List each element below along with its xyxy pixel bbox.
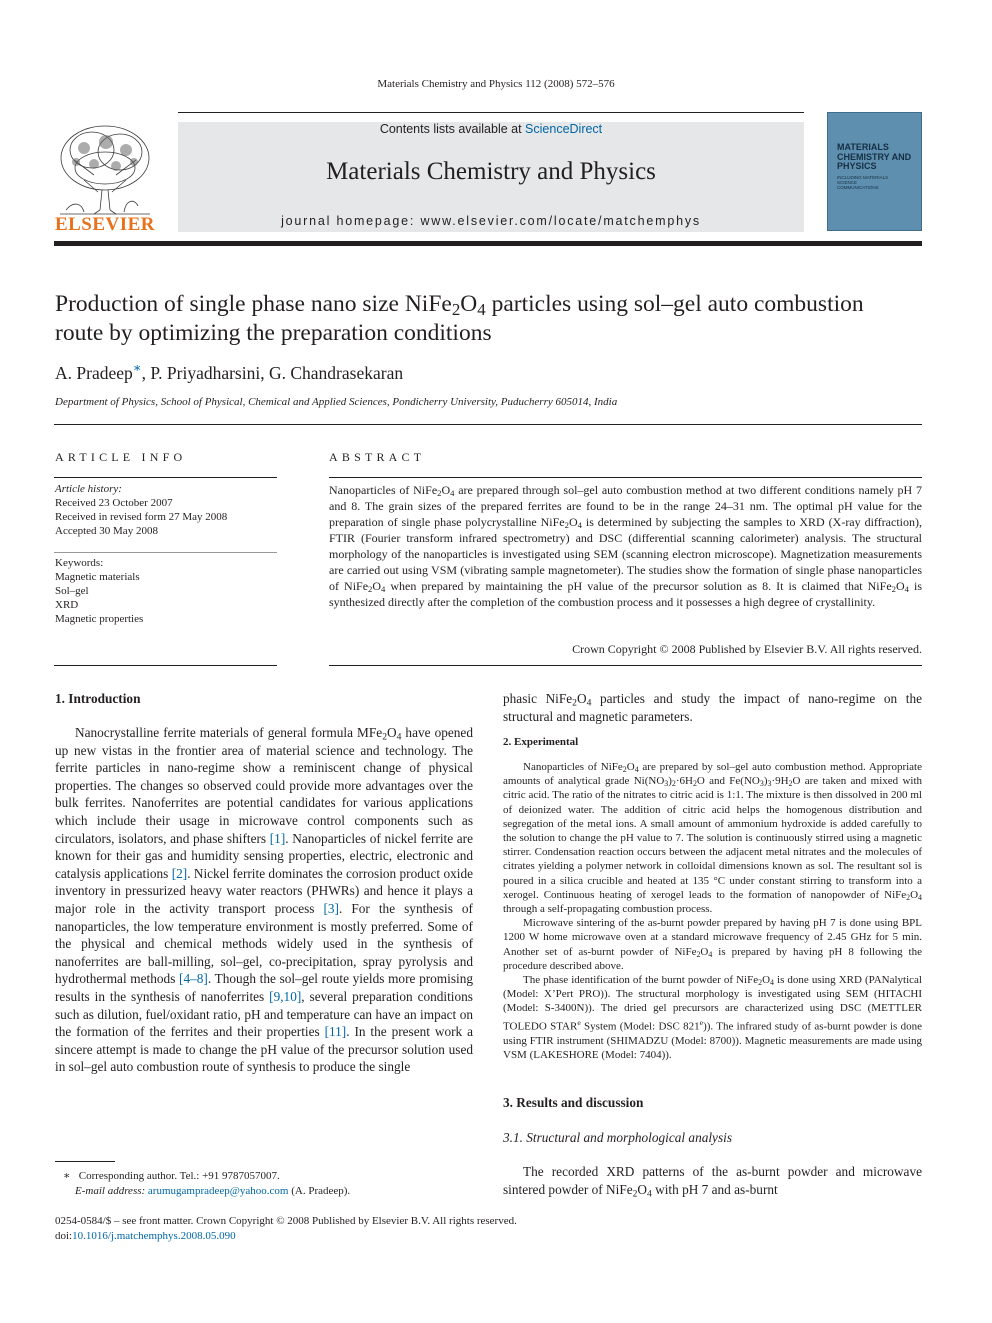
abstract-heading: ABSTRACT [329, 450, 426, 464]
corresponding-author: Corresponding author. Tel.: +91 9787057007. [78, 1170, 280, 1182]
article-info-rule [54, 477, 277, 478]
contents-prefix: Contents lists available at [379, 122, 526, 136]
citation-link[interactable]: [9,10] [269, 988, 302, 1004]
article-info-heading: ARTICLE INFO [55, 450, 187, 464]
experimental-heading: 2. Experimental [503, 736, 579, 748]
sciencedirect-link[interactable]: ScienceDirect [525, 122, 603, 136]
received-date: Received 23 October 2007 [55, 497, 173, 509]
journal-cover [827, 112, 922, 231]
journal-citation: Materials Chemistry and Physics 112 (2008) 572–576 [377, 78, 615, 90]
page-footer [55, 1214, 517, 1243]
doi-label: doi: [55, 1229, 73, 1242]
email-link[interactable]: arumugampradeep@yahoo.com [147, 1184, 289, 1197]
abstract-bottom-rule [329, 665, 922, 666]
title-text-1: Production of single phase nano size NiFe [55, 291, 452, 317]
citation-link[interactable]: [1] [269, 830, 286, 846]
title-sub-1: 2 [451, 300, 461, 320]
cover-subtitle: INCLUDING MATERIALS SCIENCE COMMUNICATIONS [837, 175, 889, 190]
introduction-text: Nanocrystalline ferrite materials of general formula $MFe_2O_4$ have opened up new vistas in the frontier area of material science and technology. The ferrite particles in nano-regime show a reminiscent change of physical properties. The changes so observed could provide more advantages over the bulk ferrites. Nanoferrites are potential candidates for various applications which include their usage in microwave control components such as circulators, isolators, and phase shifters [1]. Nanoparticles of nickel ferrite are known for their gas and humidity sensing properties, electric, electronic and catalysis applications [2]. Nickel ferrite dominates the corrosion product oxide inventory in pressurized heavy water reactors (PHWRs) and hence it plays a major role in the activity transport process [3]. For the synthesis of nanoparticles, the low temperature environment is mostly preferred. Some of the physical and chemical methods widely used in the synthesis of nanoferrites are ball-milling, sol–gel, co-precipitation, spray pyrolysis and hydrothermal methods [4–8]. Though the sol–gel route yields more promising results in the synthesis of nanoferrites [9,10], several preparation conditions such as dilution, fuel/oxidant ratio, pH and temperature can have an impact on the formation of the ferrites and their properties [11]. In the present work a sincere attempt is made to change the pH value of the precursor solution used in sol–gel auto combustion route of synthesis to produce the single [55, 725, 474, 1075]
header-rule [178, 112, 804, 113]
footnote-mark: ∗ [63, 1170, 71, 1182]
abstract-rule [329, 477, 922, 478]
abstract-copyright: Crown Copyright © 2008 Published by Elsevier B.V. All rights reserved. [572, 642, 922, 656]
article-history [55, 482, 277, 538]
journal-homepage[interactable]: journal homepage: www.elsevier.com/locate/matchemphys [281, 214, 701, 228]
email-name: (A. Pradeep). [291, 1184, 351, 1197]
citation-link[interactable]: [2] [171, 865, 188, 881]
results-heading: 3. Results and discussion [503, 1095, 644, 1110]
introduction-continued: phasic $NiFe_2O_4$ particles and study the impact of nano-regime on the structural and magnetic parameters. [503, 691, 922, 724]
affiliation-rule [54, 424, 922, 425]
accepted-date: Accepted 30 May 2008 [55, 525, 158, 537]
experimental-text: Nanoparticles of $NiFe_2O_4$ are prepared by sol–gel auto combustion method. Appropriate amounts of analytical grade $Ni(NO_3)_2\cdot 6H_2O$ and $Fe(NO_3)_3\cdot 9H_2O$ are taken and mixed with citric acid. The ratio of the nitrates to citric acid is 1:1. The mixture is then dissolved in 200 ml of deionized water. The addition of citric acid helps the homogenous distribution and segregation of the metal ions. A small amount of ammonium hydroxide is added carefully to the solution to change the pH value to 7. The solution is continuously stirred using a magnetic stirrer. Condensation reaction occurs between the adjacent metal nitrates and the molecules of citrates yielding a polymer network in colloidal dimensions known as sol. The resultant sol is poured in a silica crucible and heated at 135 °C under constant stirring to transform into a xerogel. Continuous heating of xerogel leads to the formation of nanopowder of $NiFe_2O_4$ through a self-propagating combustion process. Microwave sintering of the as-burnt powder prepared by having pH 7 is done using BPL 1200 W home microwave oven at a standard microwave frequency of 2.45 GHz for 5 min. Another set of as-burnt powder of $NiFe_2O_4$ is prepared by having pH 8 following the procedure described above. The phase identification of the burnt powder of $NiFe_2O_4$ is done using XRD (PANalytical (Model: X’Pert PRO)). The structural morphology is investigated using SEM (HITACHI (Model: S-3400N)). The dried gel precursors are characterized using DSC (METTLER TOLEDO STAR$^e$ System (Model: DSC 821e)). The infrared study of as-burnt powder is done using FTIR instrument (SHIMADZU (Model: 8700)). Magnetic measurements are made using VSM (LAKESHORE (Model: 7404)). [503, 761, 923, 1061]
keyword-item: Sol–gel [55, 585, 89, 597]
title-text-2: O [460, 291, 478, 317]
header-thick-rule [54, 241, 922, 246]
issn-line: 0254-0584/$ – see front matter. Crown Copyright © 2008 Published by Elsevier B.V. All rights reserved. [55, 1215, 517, 1227]
article-title [55, 290, 915, 348]
author-list [55, 360, 404, 384]
history-label: Article history: [55, 483, 122, 495]
title-sub-2: 4 [477, 300, 486, 320]
doi-link[interactable]: 10.1016/j.matchemphys.2008.05.090 [72, 1229, 236, 1242]
keywords-label: Keywords: [55, 557, 104, 569]
results-subheading: 3.1. Structural and morphological analysis [503, 1130, 733, 1145]
footnote [55, 1169, 350, 1198]
email-label: E-mail address: [75, 1184, 146, 1197]
keyword-item: Magnetic materials [55, 571, 140, 583]
other-authors: , P. Priyadharsini, G. Chandrasekaran [141, 363, 404, 383]
affiliation: Department of Physics, School of Physical, Chemical and Applied Sciences, Pondicherry University, Puducherry 605014, India [55, 396, 618, 408]
contents-line [178, 122, 804, 136]
journal-title: Materials Chemistry and Physics [326, 158, 656, 185]
author-1: A. Pradeep [55, 363, 133, 383]
article-info-bottom-rule [54, 665, 277, 666]
citation-link[interactable]: [3] [323, 900, 339, 916]
results-text: The recorded XRD patterns of the as-burnt powder and microwave sintered powder of $NiFe_2O_4$ with pH 7 and as-burnt [503, 1164, 922, 1199]
abstract-text: Nanoparticles of $NiFe_2O_4$ are prepared through sol–gel auto combustion method at two different conditions namely pH 7 and 8. The grain sizes of the prepared ferrites are found to be in the range 24–31 nm. The optimal pH value for the preparation of single phase polycrystalline $NiFe_2O_4$ is determined by subjecting the samples to XRD (X-ray diffraction), FTIR (Fourier transform infrared spectrometry) and DSC (differential scanning calorimeter) analysis. The structural morphology of the nanoparticles is investigated using SEM (scanning electron microscope). Magnetization measurements are carried out using VSM (vibrating sample magnetometer). The studies show the formation of single phase nanoparticles of $NiFe_2O_4$ when prepared by maintaining the pH value of the precursor solution as 8. It is claimed that $NiFe_2O_4$ is synthesized directly after the completion of the combustion process and it possesses a high degree of crystallinity. [329, 483, 922, 609]
keywords-rule [54, 552, 277, 553]
corresponding-mark[interactable]: ∗ [132, 360, 142, 376]
footnote-rule [55, 1161, 115, 1162]
title-text-3: particles using sol–gel auto combustion route by optimizing the preparation conditions [55, 291, 864, 346]
keywords-block [55, 556, 277, 626]
introduction-heading: 1. Introduction [55, 691, 141, 706]
citation-link[interactable]: [4–8] [179, 971, 208, 987]
revised-date: Received in revised form 27 May 2008 [55, 511, 228, 523]
citation-link[interactable]: [11] [324, 1024, 347, 1040]
cover-title: MATERIALS CHEMISTRY AND PHYSICS [837, 142, 912, 171]
elsevier-wordmark: ELSEVIER [54, 214, 156, 235]
keyword-item: XRD [55, 599, 79, 611]
keyword-item: Magnetic properties [55, 613, 144, 625]
